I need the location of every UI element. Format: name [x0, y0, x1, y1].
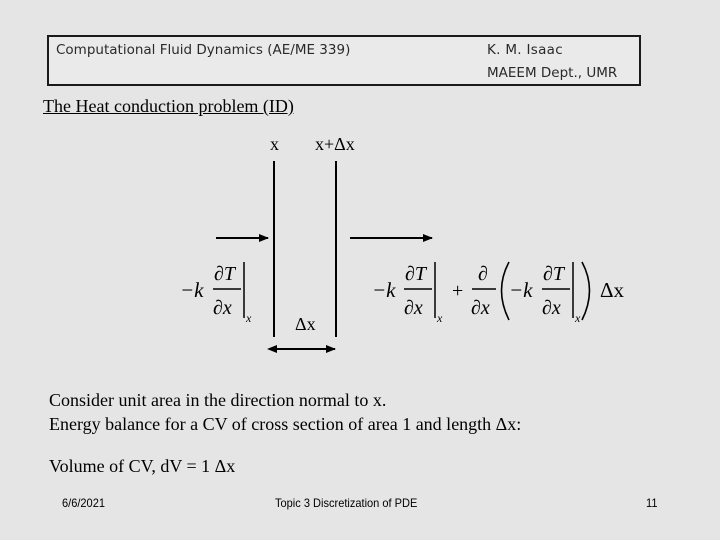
- eval-subscript-right: x: [437, 311, 443, 325]
- department-name: MAEEM Dept., UMR: [487, 65, 618, 81]
- eval-subscript-inner: x: [575, 311, 581, 325]
- author-name: K. M. Isaac: [487, 42, 563, 58]
- partial-x: ∂x: [213, 297, 232, 319]
- partial-x-right: ∂x: [404, 297, 423, 319]
- plus-sign: +: [452, 280, 464, 302]
- right-paren: [582, 262, 590, 320]
- footer-date: 6/6/2021: [62, 496, 105, 510]
- minus-k: −k: [180, 278, 204, 302]
- boundary-label-x: x: [270, 134, 279, 154]
- partial-t-right: ∂T: [405, 263, 427, 285]
- body-line-3: Volume of CV, dV = 1 Δx: [49, 456, 236, 476]
- partial-t-inner: ∂T: [543, 263, 565, 285]
- minus-k-inner: −k: [509, 278, 533, 302]
- delta-x-label: Δx: [295, 314, 316, 334]
- left-paren: [502, 262, 510, 320]
- footer-page-number: 11: [646, 496, 658, 510]
- partial-t: ∂T: [214, 263, 236, 285]
- boundary-label-x-dx: x+Δx: [315, 134, 355, 154]
- eval-subscript: x: [246, 311, 252, 325]
- partial-x-outer: ∂x: [471, 297, 490, 319]
- footer-topic: Topic 3 Discretization of PDE: [275, 496, 418, 510]
- left-flux-expression: [180, 262, 252, 325]
- minus-k-right: −k: [372, 278, 396, 302]
- delta-x-term: Δx: [600, 278, 625, 302]
- partial-d: ∂: [478, 263, 488, 285]
- course-title: Computational Fluid Dynamics (AE/ME 339): [56, 42, 351, 58]
- slide-title: The Heat conduction problem (ID): [43, 96, 294, 116]
- right-flux-expression: [372, 262, 625, 325]
- partial-x-inner: ∂x: [542, 297, 561, 319]
- body-line-1: Consider unit area in the direction normal to x.: [49, 390, 387, 410]
- body-line-2: Energy balance for a CV of cross section of area 1 and length Δx:: [49, 414, 522, 434]
